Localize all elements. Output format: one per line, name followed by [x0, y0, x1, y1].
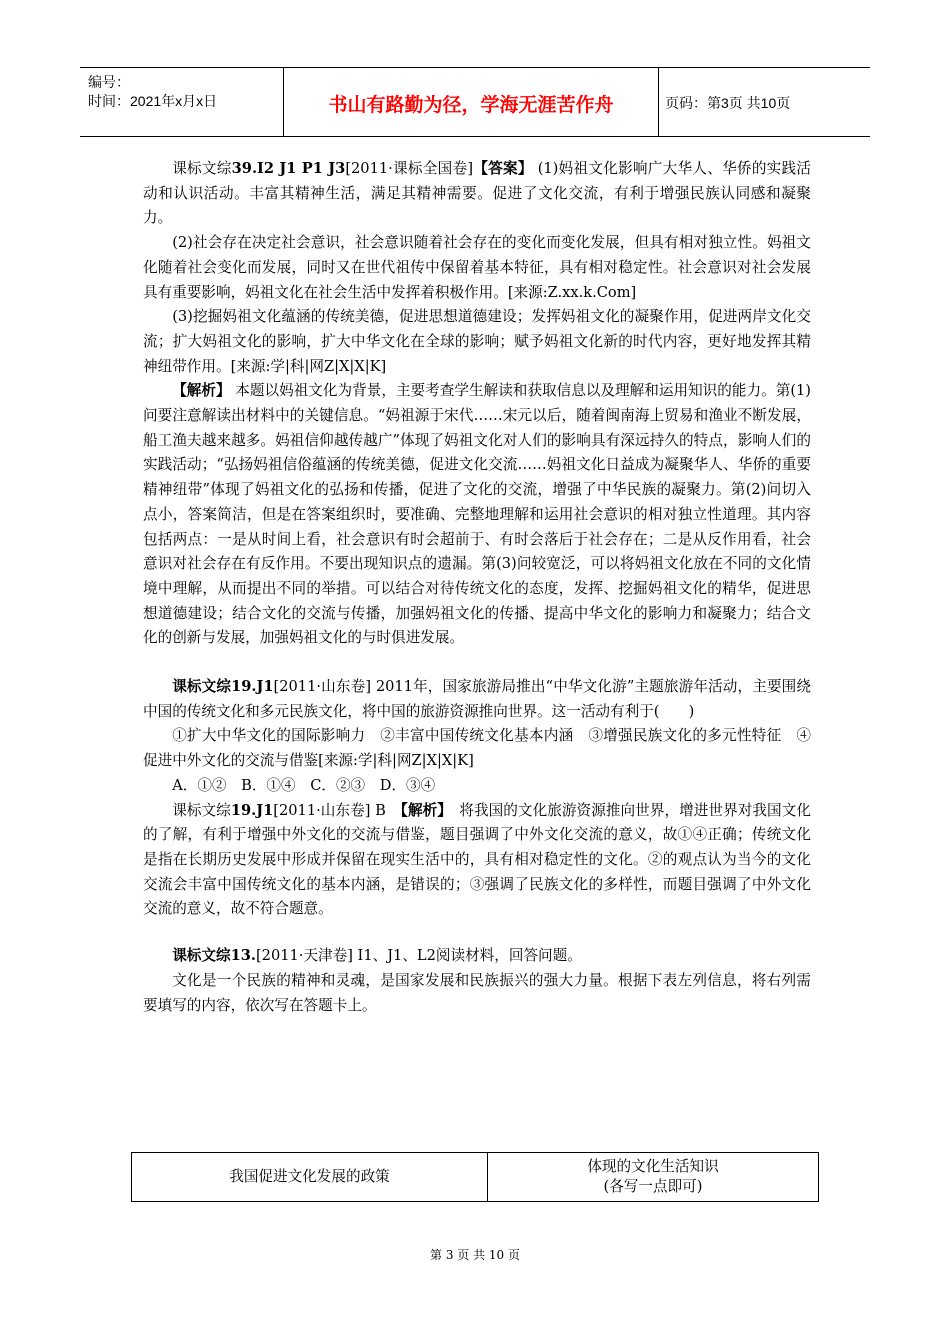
- q19-analysis: 课标文综19.J1[2011·山东卷] B 【解析】 将我国的文化旅游资源推向世界，增进世界对我国文化的了解，有利于增强中外文化的交流与借鉴，题目强调了中外文化交流的意义，故①④正确；传统文化是指在长期历史发展中形成并保留在现实生活中的，具有相对稳定性的文化。②的观点认为当今的文化交流会丰富中国传统文化的基本内涵，是错误的；③强调了民族文化的多样性，而题目强调了中外文化交流的意义，故不符合题意。: [143, 801, 811, 918]
- q19-code: 19.J1: [231, 678, 274, 696]
- q39-answer-1: 课标文综39.I2 J1 P1 J3[2011·课标全国卷]【答案】 (1)妈祖文化影响广大华人、华侨的实践活动和认识活动。丰富其精神生活，满足其精神需要。促进了文化交流，有利于增强民族认同感和凝聚力。: [143, 160, 811, 227]
- analysis-tag: 【解析】: [400, 801, 445, 819]
- q13-intro: 文化是一个民族的精神和灵魂，是国家发展和民族振兴的强大力量。根据下表左列信息，将右列需要填写的内容，依次写在答题卡上。: [143, 971, 811, 1014]
- answer-tag: 【答案】: [473, 160, 533, 177]
- document-body: [143, 157, 811, 1018]
- code-label: 编号：: [88, 74, 130, 90]
- q39-source: [2011·课标全国卷]: [345, 160, 474, 177]
- q19-source: [2011·山东卷]: [273, 678, 372, 696]
- q39-analysis: 【解析】 本题以妈祖文化为背景，主要考查学生解读和获取信息以及理解和运用知识的能力。第(1)问要注意解读出材料中的关键信息。“妈祖源于宋代……宋元以后，随着闽南海上贸易和渔业不断发展，船工渔夫越来越多。妈祖信仰越传越广”体现了妈祖文化对人们的影响具有深远持久的特点，影响人们的实践活动；“弘扬妈祖信俗蕴涵的传统美德，促进文化交流……妈祖文化日益成为凝聚华人、华侨的重要精神纽带”体现了妈祖文化的弘扬和传播，促进了文化的交流，增强了中华民族的凝聚力。第(2)问切入点小，答案简洁，但是在答案组织时，要准确、完整地理解和运用社会意识的相对独立性道理。其内容包括两点：一是从时间上看，社会意识有时会超前于、有时会落后于社会存在；二是从反作用看，社会意识对社会存在有反作用。不要出现知识点的遗漏。第(3)问较宽泛，可以将妈祖文化放在不同的文化情境中理解，从而提出不同的举措。可以结合对待传统文化的态度，发挥、挖掘妈祖文化的精华，促进思想道德建设；结合文化的交流与传播，加强妈祖文化的传播、提高中华文化的影响力和凝聚力；结合文化的创新与发展，加强妈祖文化的与时俱进发展。: [143, 382, 811, 647]
- q39-code: 39.I2 J1 P1 J3: [231, 160, 346, 177]
- analysis-tag: 【解析】: [172, 382, 231, 400]
- policy-table: [131, 1152, 819, 1202]
- table-header-policy: 我国促进文化发展的政策: [132, 1153, 488, 1202]
- spacer: [143, 651, 811, 675]
- q39-answer-3: (3)挖掘妈祖文化蕴涵的传统美德，促进思想道德建设；发挥妈祖文化的凝聚作用，促进两岸文化交流；扩大妈祖文化的影响，扩大中华文化在全球的影响；赋予妈祖文化新的时代内容，更好地发挥其精神纽带作用。[来源:学|科|网Z|X|X|K]: [143, 308, 811, 375]
- page-header: [80, 67, 870, 137]
- q39-answer-2: (2)社会存在决定社会意识，社会意识随着社会存在的变化而变化发展，但具有相对独立性。妈祖文化随着社会变化而发展，同时又在世代祖传中保留着基本特征，具有相对稳定性。社会意识对社会发展具有重要影响，妈祖文化在社会生活中发挥着积极作用。[来源:Z.xx.k.Com]: [143, 234, 811, 301]
- spacer: [143, 922, 811, 944]
- q19-choices: A．①② B．①④ C．②③ D．③④: [172, 776, 436, 794]
- table-header-knowledge: 体现的文化生活知识 (各写一点即可): [488, 1153, 819, 1202]
- q13-stem: 课标文综13.[2011·天津卷] I1、J1、L2阅读材料，回答问题。: [172, 947, 582, 965]
- page-footer: 第 3 页 共 10 页: [430, 1248, 520, 1262]
- header-motto-cell: [284, 68, 659, 136]
- header-info-cell: [80, 68, 284, 136]
- q13-code: 13.: [230, 947, 256, 965]
- page-number-label: 页码：第3页 共10页: [665, 95, 791, 111]
- table-row: [132, 1153, 819, 1202]
- q19-stem: 课标文综19.J1[2011·山东卷] 2011年，国家旅游局推出“中华文化游”主题旅游年活动，主要围绕中国的传统文化和多元民族文化，将中国的旅游资源推向世界。这一活动有利于( ): [143, 678, 811, 720]
- header-page-cell: [659, 68, 870, 136]
- time-label: 时间：2021年x月x日: [88, 93, 218, 109]
- motto: 书山有路勤为径，学海无涯苦作舟: [328, 94, 614, 116]
- q19-options: ①扩大中华文化的国际影响力 ②丰富中国传统文化基本内涵 ③增强民族文化的多元性特征 ④促进中外文化的交流与借鉴[来源:学|科|网Z|X|X|K]: [143, 727, 811, 770]
